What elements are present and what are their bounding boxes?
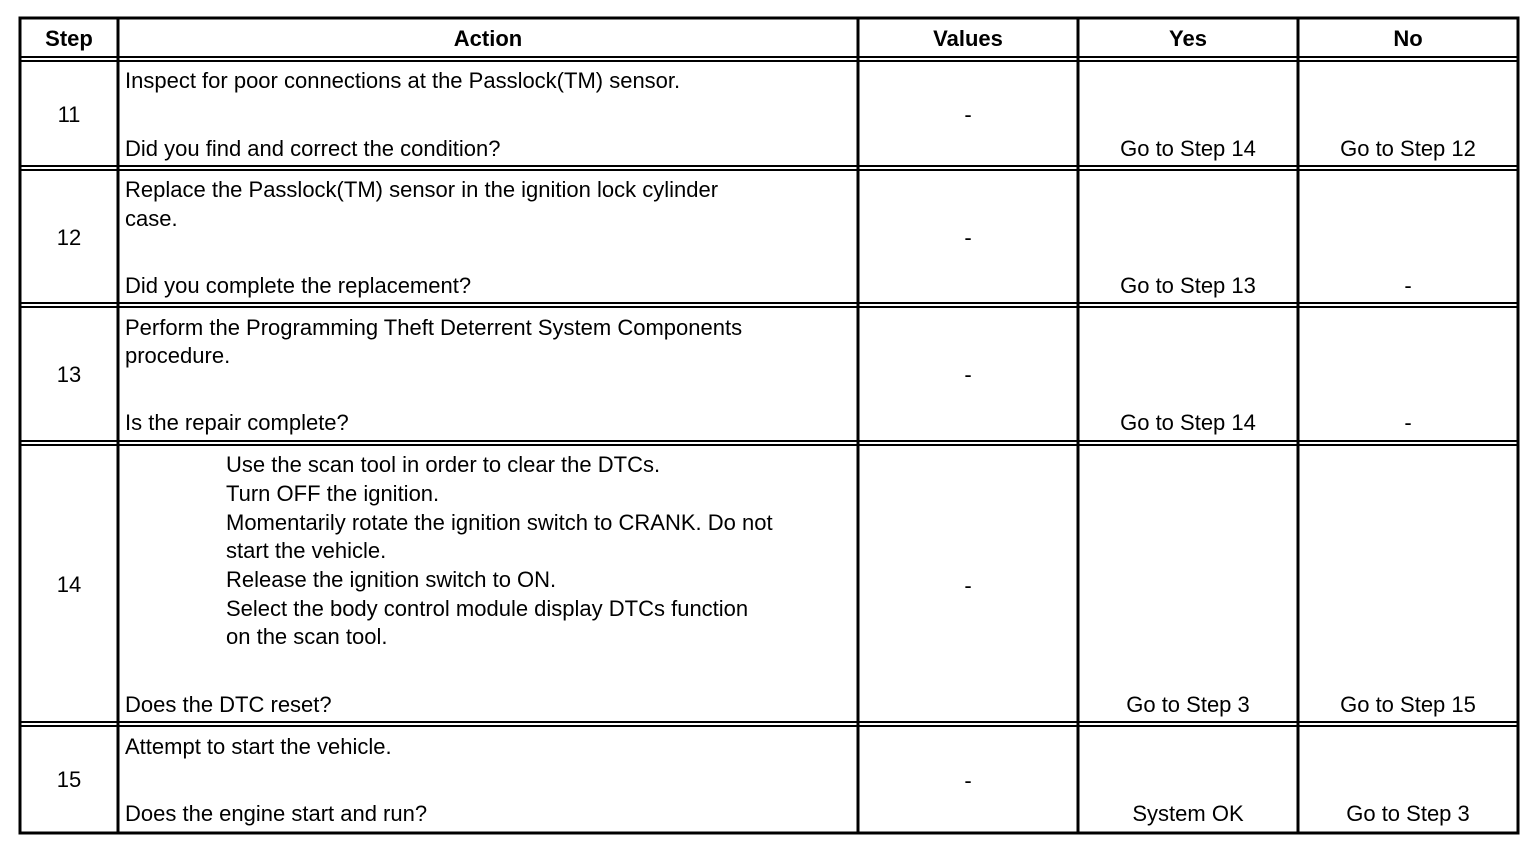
action-text: Momentarily rotate the ignition switch to CRANK. Do not	[226, 510, 773, 535]
yes-cell: Go to Step 13	[1120, 273, 1256, 298]
values-cell: -	[964, 573, 972, 598]
action-text: Use the scan tool in order to clear the DTCs.	[226, 452, 661, 477]
step-number: 11	[57, 102, 81, 127]
action-text: Perform the Programming Theft Deterrent System Components	[125, 315, 743, 340]
action-question: Does the engine start and run?	[125, 801, 428, 826]
no-cell: -	[1404, 273, 1412, 298]
step-number: 12	[56, 225, 82, 250]
yes-cell: Go to Step 3	[1126, 692, 1250, 717]
action-text: start the vehicle.	[226, 538, 387, 563]
values-cell: -	[964, 102, 972, 127]
action-text: Turn OFF the ignition.	[226, 481, 440, 506]
step-number: 14	[56, 572, 82, 597]
no-cell: Go to Step 12	[1340, 136, 1476, 161]
header-no: No	[1393, 26, 1423, 51]
yes-cell: Go to Step 14	[1120, 410, 1256, 435]
action-text: Inspect for poor connections at the Passlock(TM) sensor.	[125, 68, 681, 93]
action-text: Select the body control module display DTCs function	[226, 596, 749, 621]
action-question: Did you find and correct the condition?	[125, 136, 501, 161]
values-cell: -	[964, 362, 972, 387]
header-yes: Yes	[1169, 26, 1207, 51]
no-cell: Go to Step 3	[1346, 801, 1470, 826]
action-text: case.	[125, 206, 178, 231]
action-text: Attempt to start the vehicle.	[125, 734, 392, 759]
step-number: 15	[56, 767, 82, 792]
header-action: Action	[453, 26, 523, 51]
action-question: Does the DTC reset?	[125, 692, 332, 717]
action-text: on the scan tool.	[226, 624, 388, 649]
header-values: Values	[933, 26, 1003, 51]
header-step: Step	[45, 26, 93, 51]
no-cell: Go to Step 15	[1340, 692, 1476, 717]
yes-cell: System OK	[1132, 801, 1244, 826]
values-cell: -	[964, 225, 972, 250]
action-text: procedure.	[125, 343, 231, 368]
action-question: Did you complete the replacement?	[125, 273, 472, 298]
action-text: Release the ignition switch to ON.	[226, 567, 557, 592]
values-cell: -	[964, 768, 972, 793]
no-cell: -	[1404, 410, 1412, 435]
step-number: 13	[56, 362, 82, 387]
action-text: Replace the Passlock(TM) sensor in the ignition lock cylinder	[125, 177, 719, 202]
yes-cell: Go to Step 14	[1120, 136, 1256, 161]
action-question: Is the repair complete?	[125, 410, 349, 435]
